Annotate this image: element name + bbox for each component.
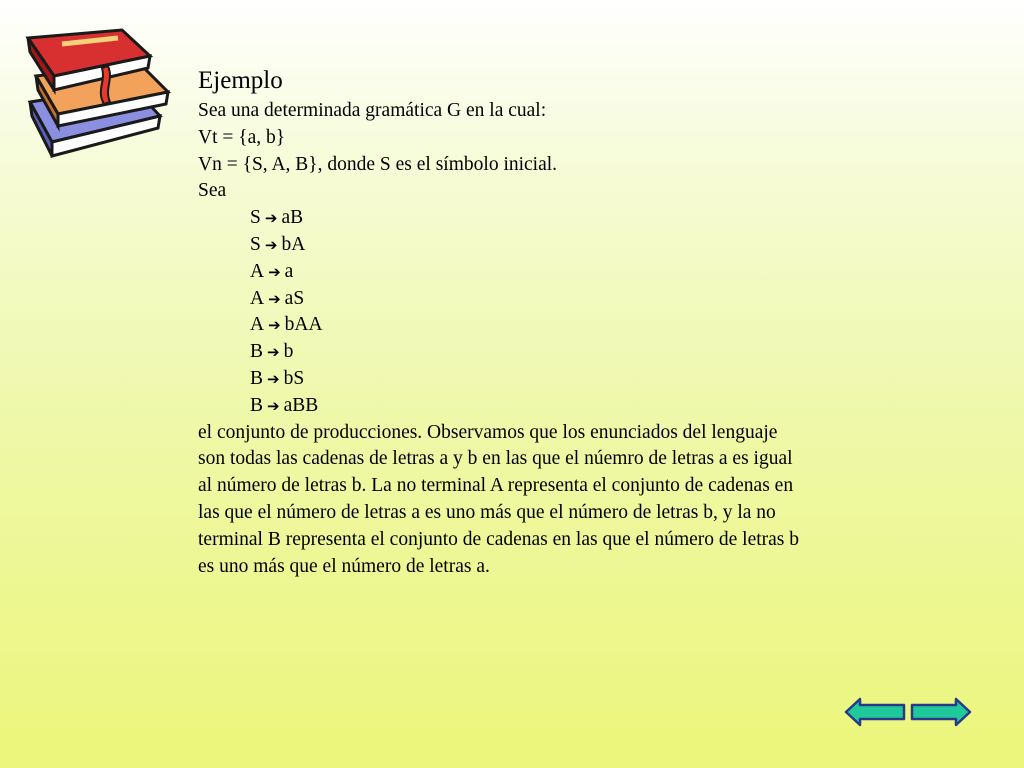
paragraph-line: son todas las cadenas de letras a y b en las que el núemro de letras a es igual — [198, 448, 793, 470]
production-lhs: B — [250, 394, 264, 416]
slide-title: Ejemplo — [198, 67, 283, 94]
books-stack-icon — [22, 24, 172, 159]
paragraph-line: las que el número de letras a es uno más que el número de letras b, y la no — [198, 501, 776, 523]
production-rule — [198, 259, 918, 286]
production-rule — [198, 312, 918, 339]
slide-content — [198, 66, 918, 580]
arrow-left-icon — [846, 699, 904, 725]
arrow-right-icon — [912, 699, 970, 725]
production-lhs: B — [250, 341, 264, 363]
production-rule — [198, 393, 918, 420]
paragraph-line: el conjunto de producciones. Observamos que los enunciados del lenguaje — [198, 421, 778, 443]
vt-line: Vt = {a, b} — [198, 126, 286, 148]
production-rule — [198, 286, 918, 313]
intro-line: Sea una determinada gramática G en la cual: — [198, 100, 547, 121]
production-lhs: A — [250, 260, 265, 282]
production-rhs: a — [284, 260, 294, 282]
production-rule — [198, 366, 918, 393]
arrow-right-icon: ➔ — [264, 209, 278, 228]
production-rhs: bS — [283, 367, 305, 389]
arrow-right-icon: ➔ — [268, 262, 281, 281]
arrow-right-icon: ➔ — [267, 369, 280, 388]
production-rhs: bAA — [284, 314, 323, 336]
paragraph-line: terminal B representa el conjunto de cadenas en las que el número de letras b — [198, 528, 800, 550]
arrow-right-icon: ➔ — [267, 396, 280, 415]
previous-slide-button[interactable] — [844, 697, 906, 727]
next-slide-button[interactable] — [910, 697, 972, 727]
production-lhs: A — [250, 314, 265, 336]
arrow-right-icon: ➔ — [264, 235, 278, 254]
arrow-right-icon: ➔ — [267, 343, 280, 362]
vn-line: Vn = {S, A, B}, donde S es el símbolo inicial. — [198, 153, 558, 175]
arrow-right-icon: ➔ — [268, 289, 281, 308]
sea-line: Sea — [198, 180, 227, 202]
production-rhs: b — [283, 341, 294, 363]
arrow-right-icon: ➔ — [268, 316, 281, 335]
paragraph-line: es uno más que el número de letras a. — [198, 555, 490, 577]
production-lhs: B — [250, 367, 264, 389]
production-rule — [198, 232, 918, 259]
production-lhs: S — [250, 207, 261, 229]
production-rhs: aB — [281, 207, 304, 229]
production-rule — [198, 205, 918, 232]
paragraph-line: al número de letras b. La no terminal A representa el conjunto de cadenas en — [198, 475, 794, 497]
production-lhs: A — [250, 287, 265, 309]
production-rhs: aS — [284, 287, 305, 309]
production-rule — [198, 339, 918, 366]
production-rhs: aBB — [283, 394, 319, 416]
production-rhs: bA — [281, 233, 306, 255]
explanation-paragraph — [198, 420, 918, 581]
production-lhs: S — [250, 233, 261, 255]
